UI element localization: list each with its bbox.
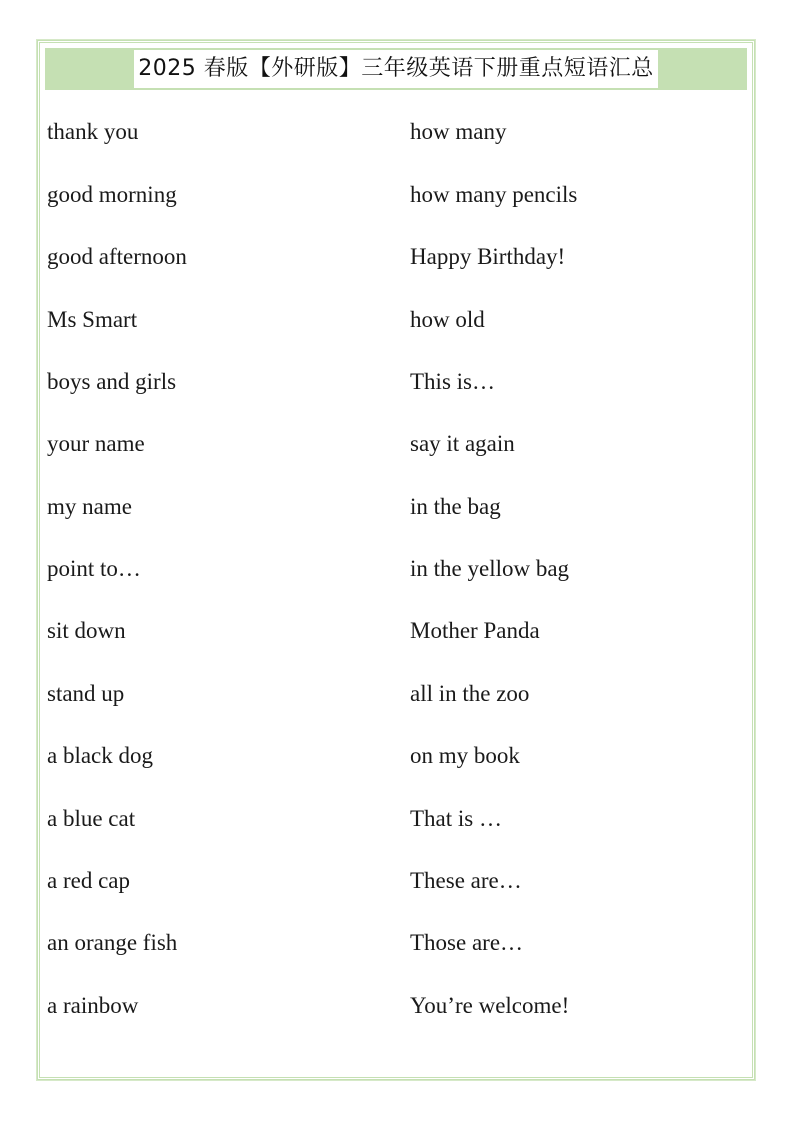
phrase-left: your name <box>47 431 145 456</box>
phrase-left: Ms Smart <box>47 307 138 332</box>
phrase-right: Mother Panda <box>410 618 540 643</box>
phrase-left: an orange fish <box>47 930 178 955</box>
phrase-left: point to… <box>47 556 141 581</box>
phrase-right: how many <box>410 119 507 144</box>
phrase-right: Happy Birthday! <box>410 244 566 269</box>
phrase-right: You’re welcome! <box>410 993 570 1018</box>
phrase-left: my name <box>47 494 132 519</box>
phrase-right: on my book <box>410 743 520 768</box>
title-banner <box>45 48 747 90</box>
phrase-right: in the bag <box>410 494 501 519</box>
phrase-left: a rainbow <box>47 993 139 1018</box>
phrase-left: boys and girls <box>47 369 177 394</box>
phrase-left: good afternoon <box>47 244 187 269</box>
phrase-right: That is … <box>410 806 502 831</box>
phrase-right: Those are… <box>410 930 524 955</box>
phrase-right: all in the zoo <box>410 681 530 706</box>
phrase-left: a red cap <box>47 868 130 893</box>
phrase-right: These are… <box>410 868 522 893</box>
phrase-left: a blue cat <box>47 806 136 831</box>
phrase-right: how many pencils <box>410 182 578 207</box>
phrase-right: This is… <box>410 369 495 394</box>
phrase-left: a black dog <box>47 743 154 768</box>
phrase-right: in the yellow bag <box>410 556 570 581</box>
phrase-left: good morning <box>47 182 177 207</box>
page-title: 2025 春版【外研版】三年级英语下册重点短语汇总 <box>134 50 657 88</box>
phrase-left: thank you <box>47 119 139 144</box>
phrase-left: stand up <box>47 681 125 706</box>
phrase-right: how old <box>410 307 485 332</box>
phrase-left: sit down <box>47 618 126 643</box>
phrase-right: say it again <box>410 431 515 456</box>
